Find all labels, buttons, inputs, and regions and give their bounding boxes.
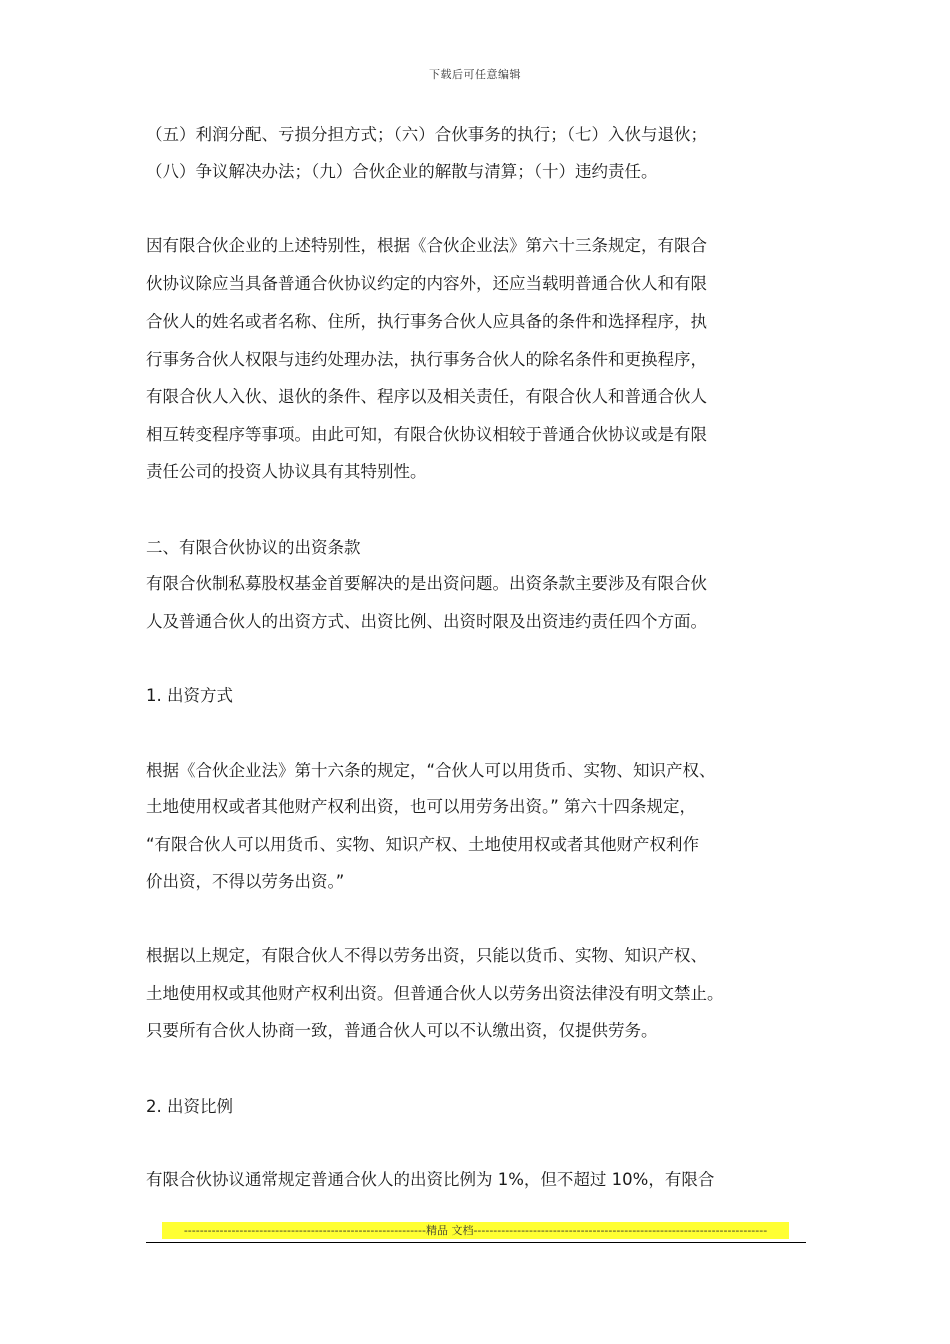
text-line: 责任公司的投资人协议具有其特别性。 [146,462,427,481]
section-heading: 二、有限合伙协议的出资条款 [146,538,361,557]
page-header: 下载后可任意编辑 [429,68,521,81]
text-line: 伙协议除应当具备普通合伙协议约定的内容外，还应当载明普通合伙人和有限 [146,274,707,293]
text-line: （八）争议解决办法；（九）合伙企业的解散与清算；（十）违约责任。 [146,162,658,181]
text-line: 只要所有合伙人协商一致，普通合伙人可以不认缴出资，仅提供劳务。 [146,1021,658,1040]
text-line: 合伙人的姓名或者名称、住所，执行事务合伙人应具备的条件和选择程序，执 [146,312,707,331]
text-line: 人及普通合伙人的出资方式、出资比例、出资时限及出资违约责任四个方面。 [146,612,707,631]
text-line: 因有限合伙企业的上述特别性，根据《合伙企业法》第六十三条规定，有限合 [146,236,707,255]
text-line: 相互转变程序等事项。由此可知，有限合伙协议相较于普通合伙协议或是有限 [146,425,707,444]
text-line: 行事务合伙人权限与违约处理办法，执行事务合伙人的除名条件和更换程序， [146,350,707,369]
text-line: “有限合伙人可以用货币、实物、知识产权、土地使用权或者其他财产权利作 [146,835,700,854]
text-line: 土地使用权或者其他财产权利出资，也可以用劳务出资。” 第六十四条规定， [146,797,697,816]
text-line: 有限合伙协议通常规定普通合伙人的出资比例为 1%，但不超过 10%，有限合 [146,1170,715,1189]
text-line: （五）利润分配、亏损分担方式；（六）合伙事务的执行；（七）入伙与退伙； [146,125,707,144]
subsection-heading: 2. 出资比例 [146,1097,233,1116]
text-line: 根据以上规定，有限合伙人不得以劳务出资，只能以货币、实物、知识产权、 [146,946,707,965]
footer-divider [146,1242,806,1243]
text-line: 价出资，不得以劳务出资。” [146,872,345,891]
text-line: 有限合伙人入伙、退伙的条件、程序以及相关责任，有限合伙人和普通合伙人 [146,387,707,406]
text-line: 有限合伙制私募股权基金首要解决的是出资问题。出资条款主要涉及有限合伙 [146,574,707,593]
text-line: 土地使用权或其他财产权利出资。但普通合伙人以劳务出资法律没有明文禁止。 [146,984,724,1003]
text-line: 根据《合伙企业法》第十六条的规定，“合伙人可以用货币、实物、知识产权、 [146,761,716,780]
subsection-heading: 1. 出资方式 [146,686,233,705]
footer-band: -------------------------------------------------------------精品 文档-------------------------------------------------------------------------- [162,1222,789,1239]
